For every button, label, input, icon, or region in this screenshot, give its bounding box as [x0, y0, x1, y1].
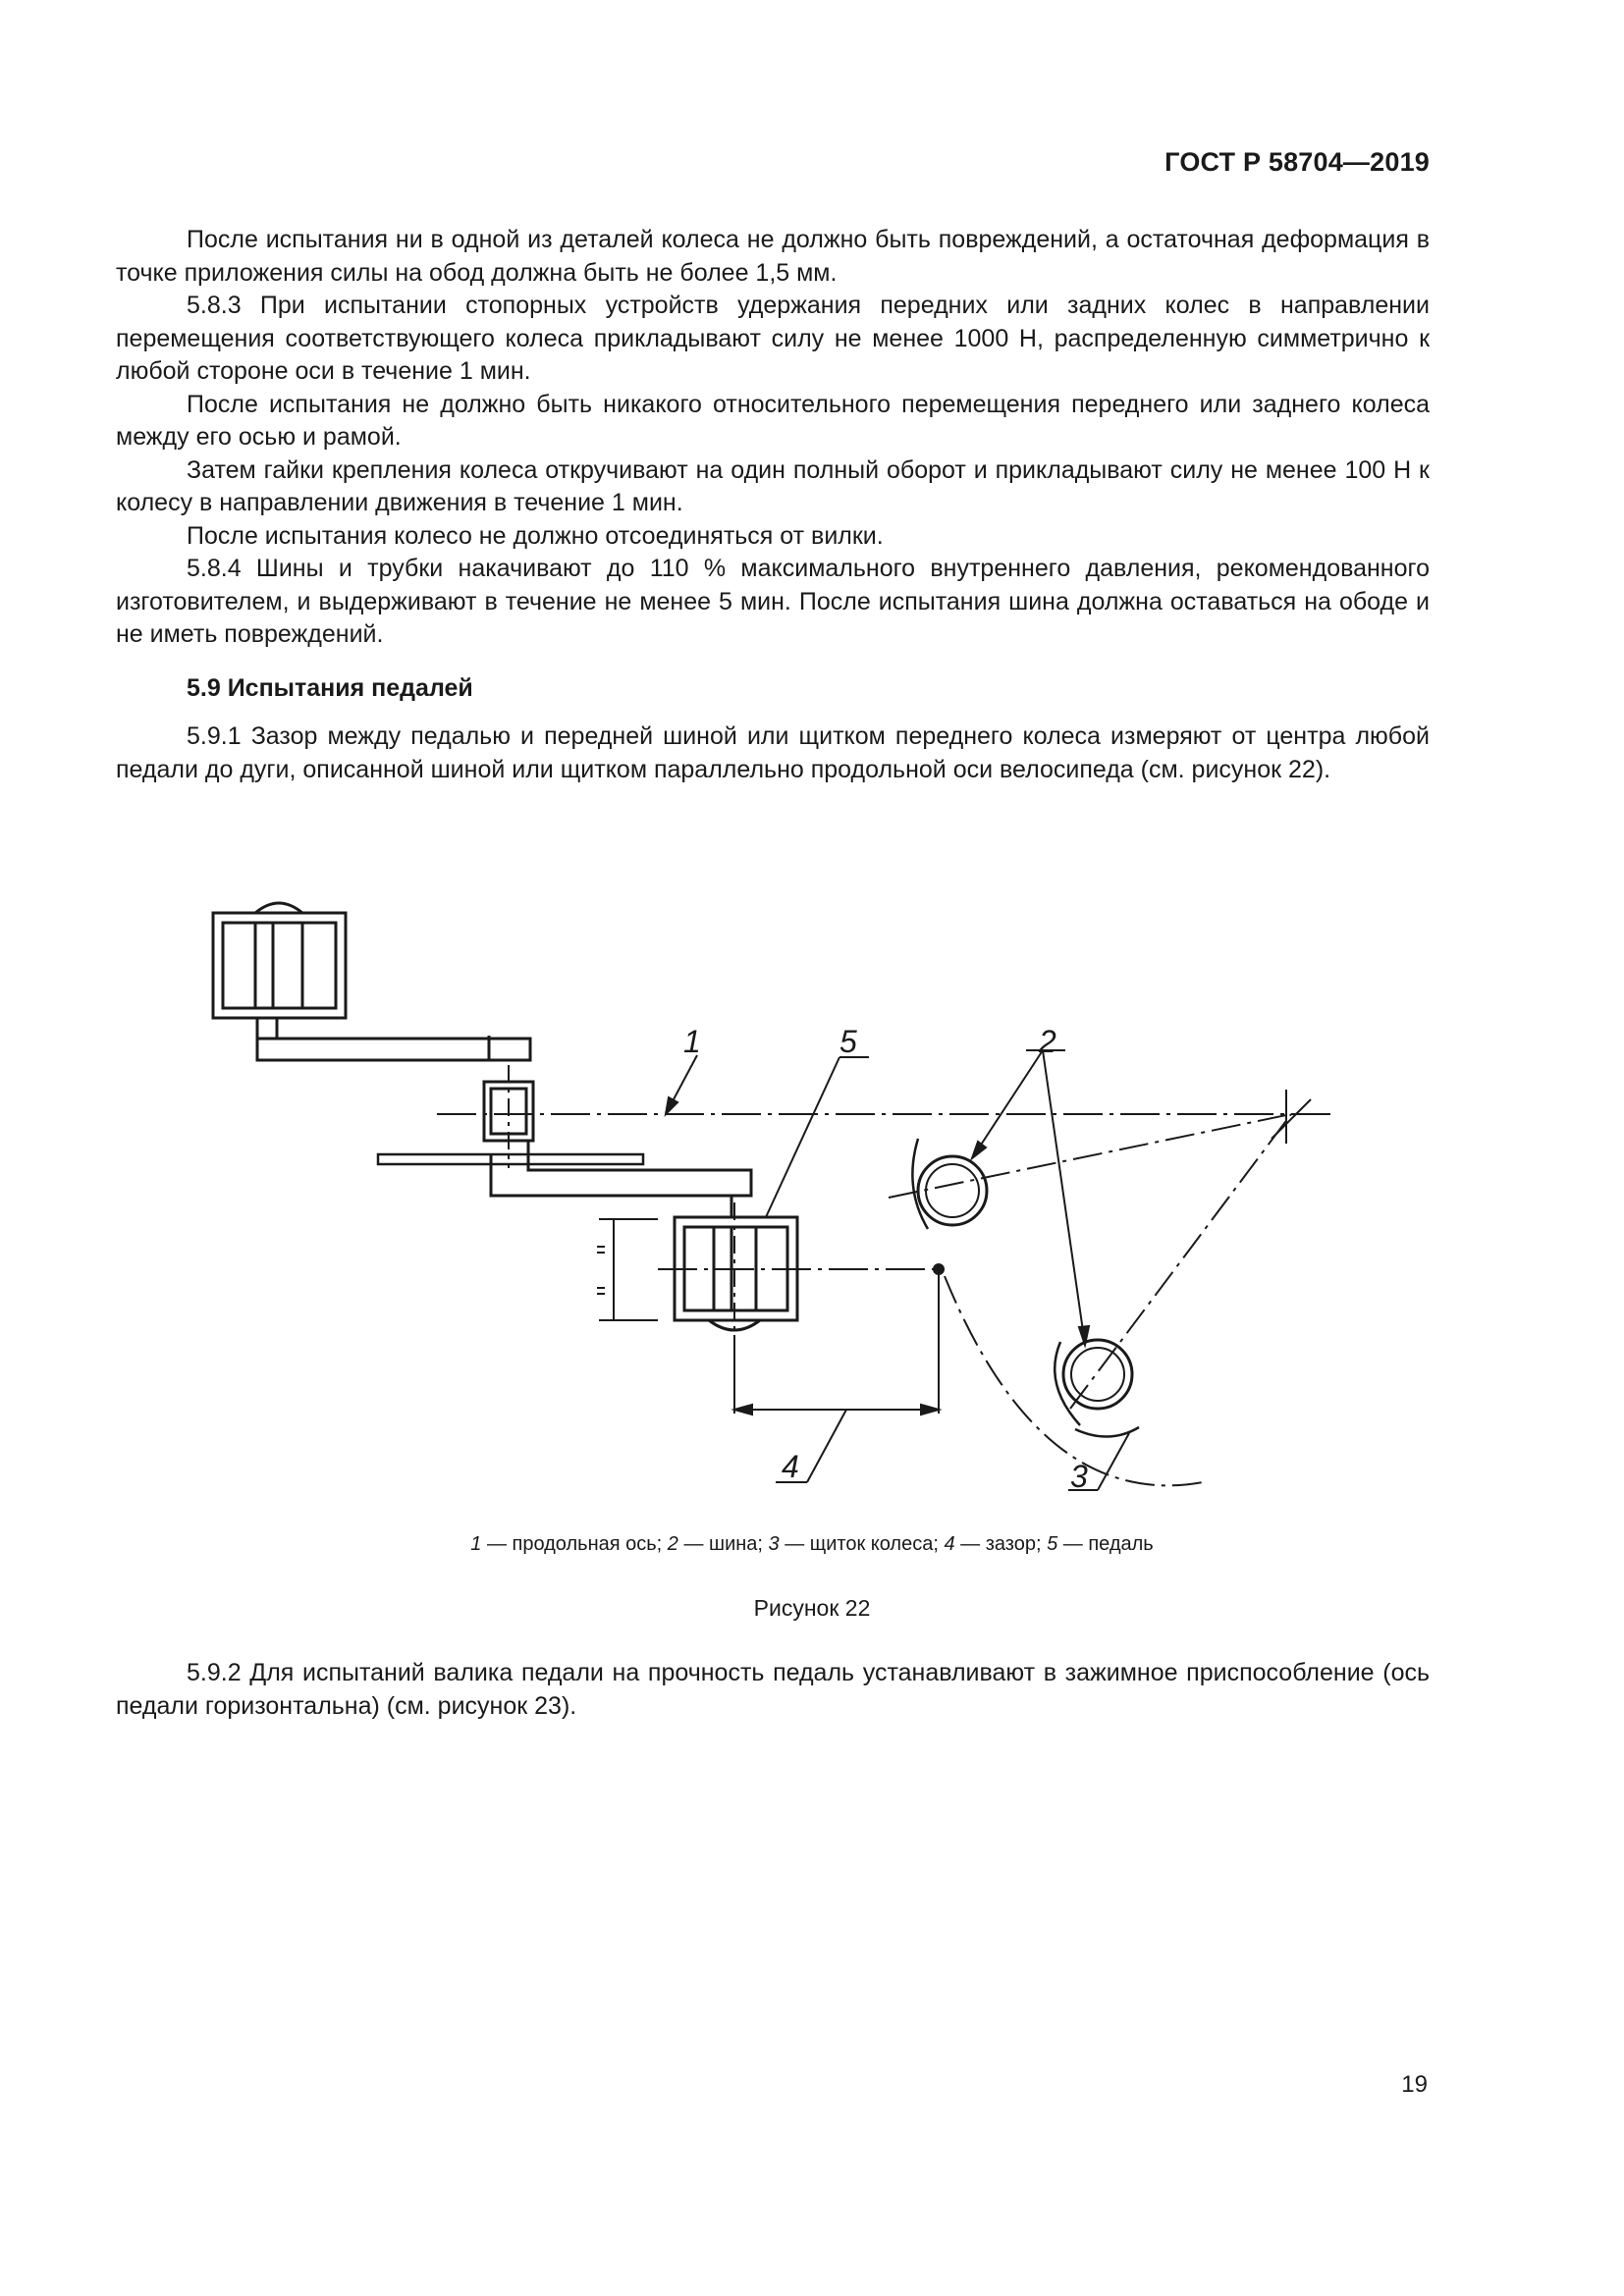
- body-text-top: [116, 224, 1430, 652]
- legend-num: 3: [768, 1533, 780, 1555]
- legend-text: — зазор;: [954, 1533, 1048, 1555]
- paragraph: После испытания ни в одной из деталей колеса не должно быть повреждений, а остаточная деформация в точке приложения силы на обод должна быть не более 1,5 мм.: [116, 226, 1430, 287]
- callout-3: 3: [1070, 1459, 1088, 1494]
- legend-text: — щиток колеса;: [779, 1533, 945, 1555]
- legend-num: 2: [667, 1533, 678, 1555]
- document-header: ГОСТ Р 58704—2019: [1164, 147, 1430, 177]
- paragraph: После испытания не должно быть никакого относительного перемещения переднего или заднего колеса между его осью и рамой.: [116, 390, 1430, 451]
- paragraph: Затем гайки крепления колеса откручивают на один полный оборот и прикладывают силу не менее 100 Н к колесу в направлении движения в течение 1 мин.: [116, 455, 1430, 516]
- body-text-bottom: [116, 1657, 1430, 1723]
- callout-5: 5: [839, 1024, 857, 1059]
- page-number: 19: [1401, 2071, 1428, 2098]
- paragraph: 5.8.4 Шины и трубки накачивают до 110 % максимального внутреннего давления, рекомендованного изготовителем, и выдерживают в течение не менее 5 мин. После испытания шина должна оставаться на ободе и не иметь повреждений.: [116, 555, 1430, 648]
- legend-text: — педаль: [1057, 1533, 1154, 1555]
- legend-num: 4: [944, 1533, 955, 1555]
- figure-22-diagram: [196, 864, 1355, 1512]
- figure-legend: [0, 1533, 1624, 1556]
- section-title: 5.9 Испытания педалей: [187, 674, 473, 702]
- paragraph: 5.8.3 При испытании стопорных устройств удержания передних или задних колес в направлении перемещения соответствующего колеса прикладывают силу не менее 1000 Н, распределенную симметрично к любой стороне оси в течение 1 мин.: [116, 292, 1430, 385]
- legend-text: — продольная ось;: [481, 1533, 668, 1555]
- callout-4: 4: [782, 1449, 799, 1484]
- figure-caption: Рисунок 22: [753, 1595, 871, 1621]
- callout-1: 1: [683, 1024, 701, 1059]
- legend-text: — шина;: [677, 1533, 769, 1555]
- legend-num: 1: [470, 1533, 482, 1555]
- paragraph: 5.9.1 Зазор между педалью и передней шиной или щитком переднего колеса измеряют от центра любой педали до дуги, описанной шиной или щитком параллельно продольной оси велосипеда (см. рисунок 22).: [116, 722, 1430, 783]
- callout-2: 2: [1039, 1024, 1056, 1059]
- body-text-mid: [116, 721, 1430, 786]
- gap-point-marker: [933, 1263, 945, 1275]
- paragraph: После испытания колесо не должно отсоединяться от вилки.: [187, 521, 884, 550]
- legend-num: 5: [1047, 1533, 1058, 1555]
- paragraph: 5.9.2 Для испытаний валика педали на прочность педаль устанавливают в зажимное приспособление (ось педали горизонтальна) (см. рисунок 23).: [116, 1659, 1430, 1720]
